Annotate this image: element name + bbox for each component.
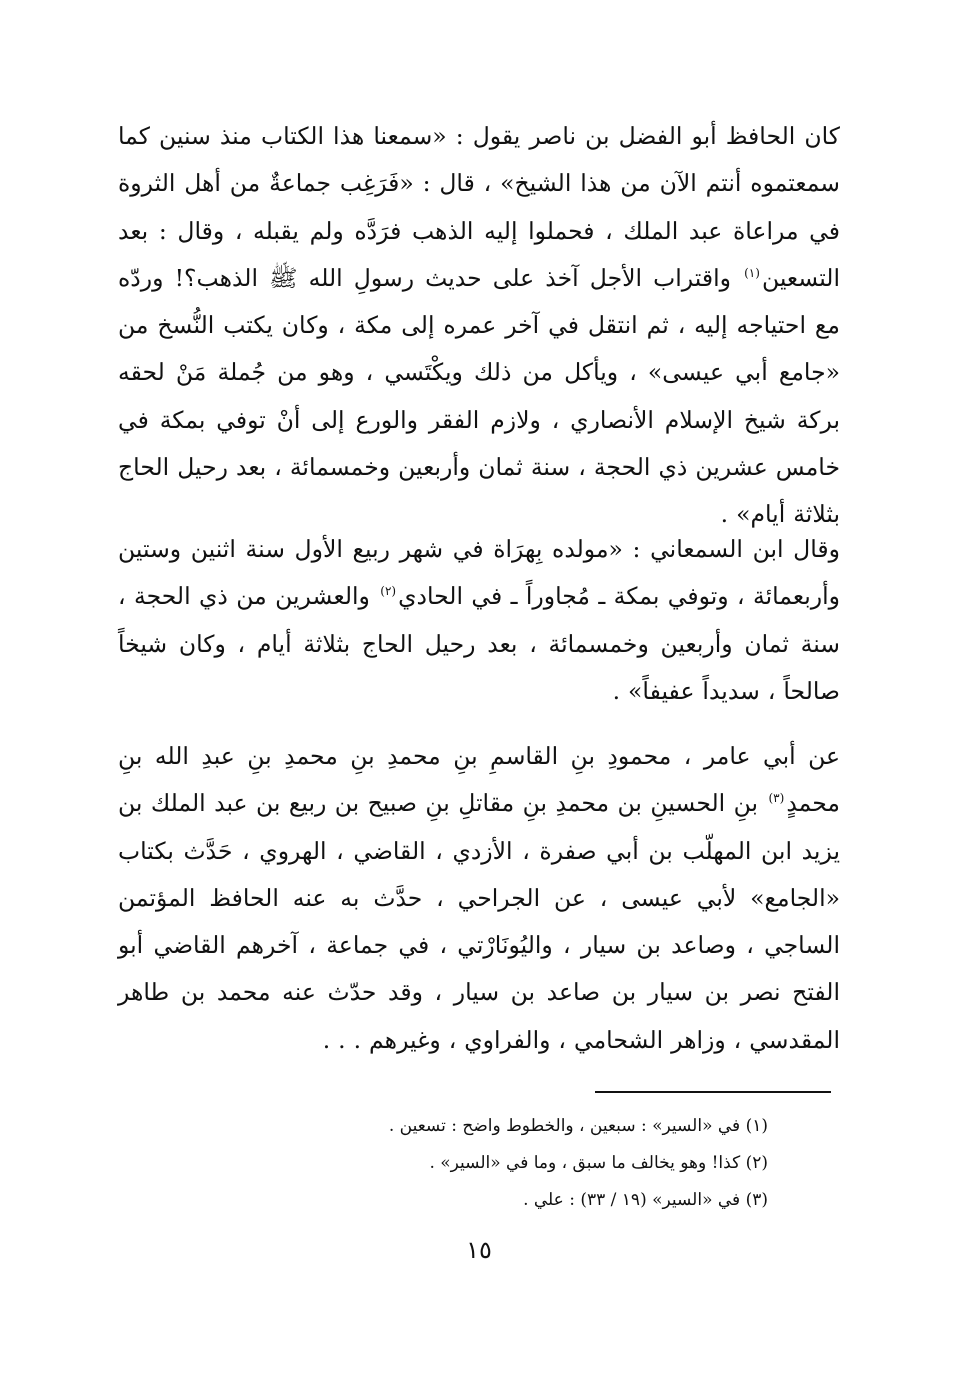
paragraph-abu-amir-lineage xyxy=(118,733,840,1064)
paragraph-ibn-samani-quote xyxy=(118,526,840,715)
footnote-marker-1: (١) xyxy=(744,266,760,281)
page-number: ١٥ xyxy=(466,1236,492,1264)
footnotes xyxy=(248,1108,768,1219)
footnote-marker-2: (٢) xyxy=(380,584,397,599)
paragraph-ibn-nasir-quote xyxy=(118,113,840,539)
footnote-separator xyxy=(595,1091,831,1093)
paragraph-text: والعشرين من ذي الحجة ، سنة ثمان وأربعين وخمسمائة ، بعد رحيل الحاج بثلاثة أيام ، وكان شيخاً صالحاً ، سديداً عفيفاً» . xyxy=(118,582,840,705)
footnote-marker-3: (٣) xyxy=(768,791,785,806)
paragraph-text: واقتراب الأجل آخذ على حديث رسولِ الله ﷺ الذهب؟! وردّه مع احتياجه إليه ، ثم انتقل في آخر عمره إلى مكة ، وكان يكتب النُّسخ من «جامع أبي عيسى» ، ويأكل من ذلك ويكْتَسي ، وهو من جُملة مَنْ لحقه بركة شيخ الإسلام الأنصاري ، ولازم الفقر والورع إلى أنْ توفي بمكة في خامس عشرين ذي الحجة ، سنة ثمان وأربعين وخمسمائة ، بعد رحيل الحاج بثلاثة أيام» . xyxy=(118,263,840,529)
paragraph-text: عن أبي عامر ، محمودِ بنِ القاسمِ بنِ محمدِ بنِ محمدِ بنِ عبدِ الله بنِ محمدٍ xyxy=(118,742,840,818)
paragraph-text: كان الحافظ أبو الفضل بن ناصر يقول : «سمعنا هذا الكتاب منذ سنين كما سمعتموه أنتم الآن من هذا الشيخ» ، قال : «فَرَغِب جماعةٌ من أهل الثروة في مراعاة عبد الملك ، فحملوا إليه الذهب فرَدَّه ولم يقبله ، وقال : بعد التسعين xyxy=(118,122,840,292)
footnote-2: (٢) كذا! وهو يخالف ما سبق ، وما في «السير» . xyxy=(429,1153,768,1173)
paragraph-text: بنِ الحسينِ بن محمدِ بنِ مقاتلِ بنِ صبيح بن ربيع بن عبد الملك بن يزيد ابن المهلّب بن أبي صفرة ، الأزدي ، القاضي ، الهروي ، حَدَّث بكتاب «الجامع» لأبي عيسى ، عن الجراحي ، حدَّث به عنه الحافظ المؤتمن الساجي ، وصاعد بن سيار ، واليُونَارْتي ، في جماعة ، آخرهم القاضي أبو الفتح نصر بن سيار بن صاعد بن سيار ، وقد حدّث عنه محمد بن طاهر المقدسي ، وزاهر الشحامي ، والفراوي ، وغيرهم . . . xyxy=(118,789,840,1054)
paragraph-text: وقال ابن السمعاني : «مولده بِهرَاة في شهر ربيع الأول سنة اثنين وستين وأربعمائة ، وتوفي بمكة ـ مُجاوراً ـ في الحادي xyxy=(118,535,840,611)
footnote-3: (٣) في «السير» (١٩ / ٣٣) : علي . xyxy=(523,1190,768,1210)
footnote-1: (١) في «السير» : سبعين ، والخطوط واضح : تسعين . xyxy=(388,1116,768,1136)
